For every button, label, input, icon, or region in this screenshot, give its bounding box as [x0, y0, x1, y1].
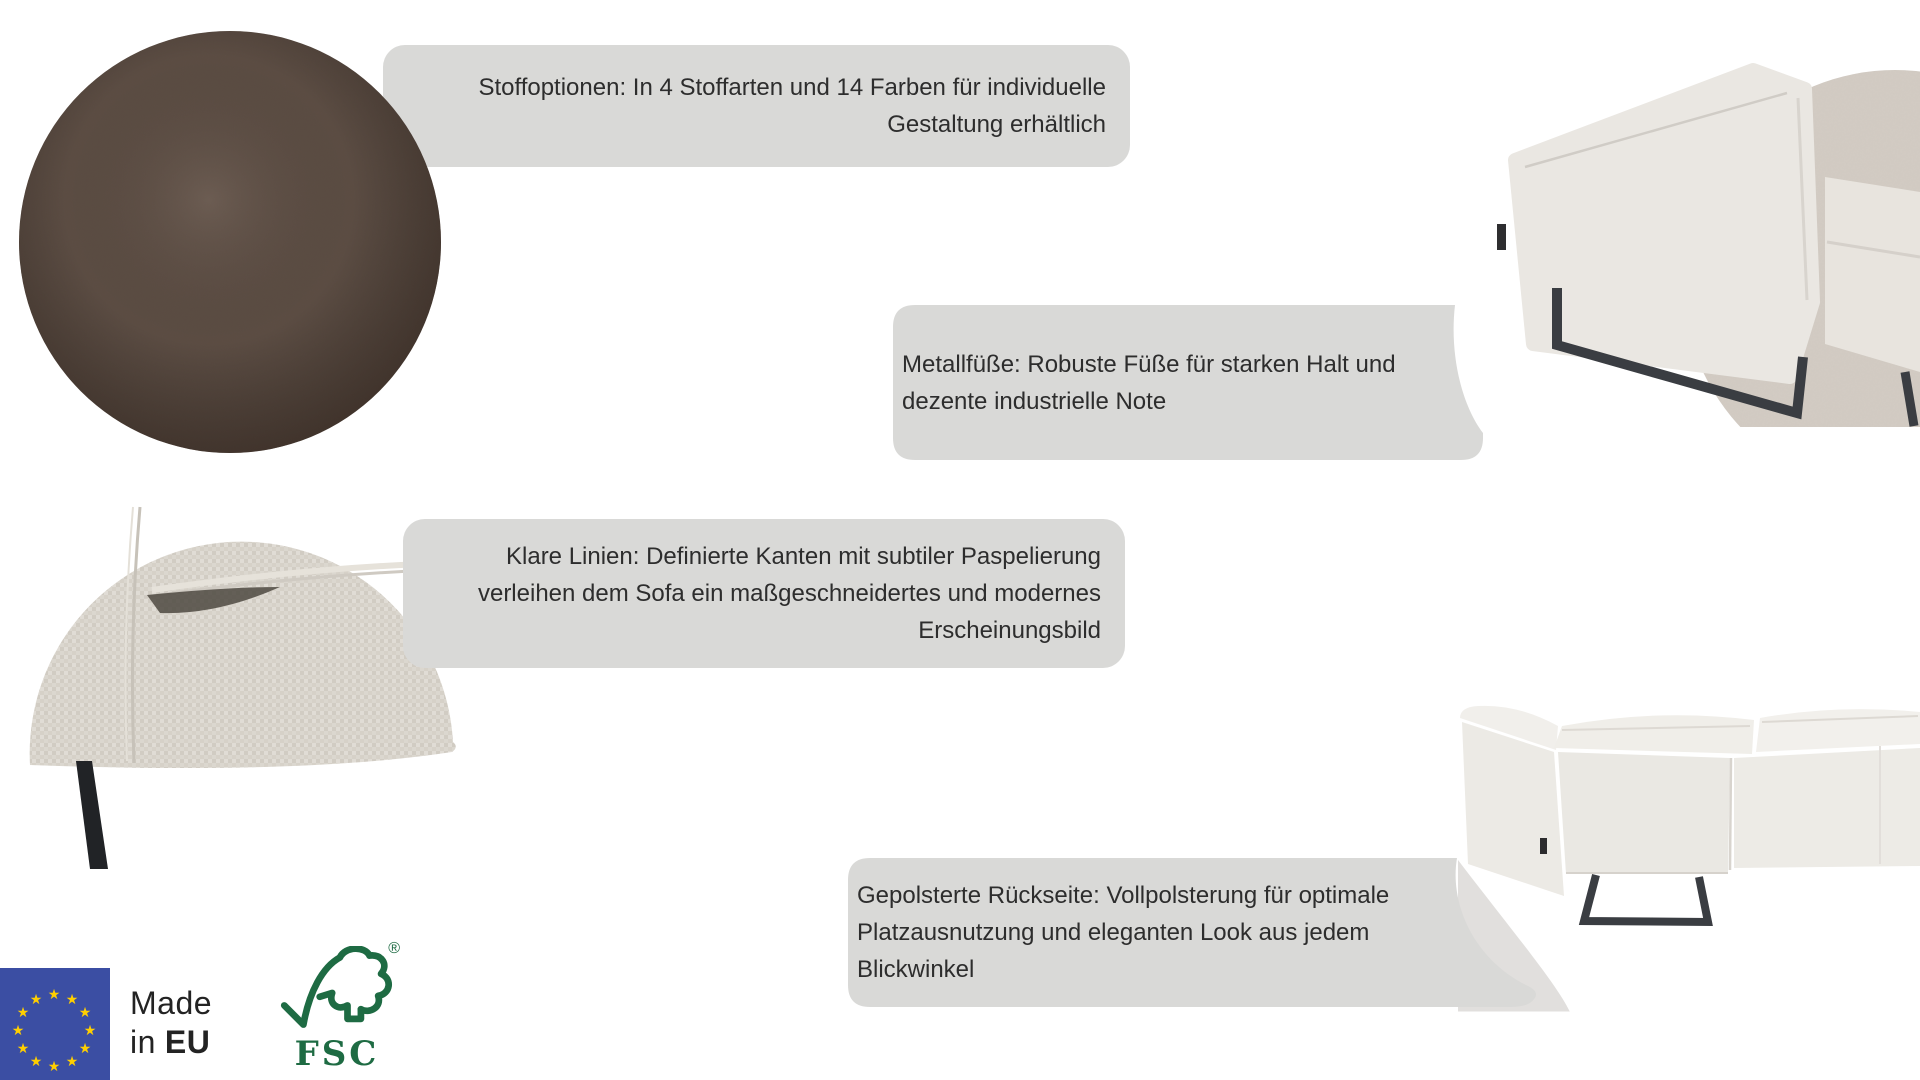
callout-padded-back [848, 858, 1548, 1007]
made-line [130, 1023, 212, 1062]
made-in-eu-text [130, 968, 212, 1080]
eu-star-icon [47, 987, 61, 1001]
fsc-label: FSC [294, 1034, 380, 1074]
sofa-armrest-side-photo [1495, 42, 1920, 427]
callout-line: Klare Linien: Definierte Kanten mit subtiler Paspelierung [506, 543, 1101, 570]
callout-line: Gestaltung erhältlich [887, 111, 1106, 138]
callout-line: Blickwinkel [857, 956, 975, 983]
eu-star-icon [78, 1005, 92, 1019]
eu-star-icon [65, 1054, 79, 1068]
fsc-tree-check-icon [272, 946, 400, 1038]
callout-line: verleihen dem Sofa ein maßgeschneidertes und modernes [477, 580, 1101, 607]
eu-star-icon [16, 1005, 30, 1019]
made-in-eu-badge [0, 968, 212, 1080]
eu-star-icon [16, 1041, 30, 1055]
sofa-corner-image [12, 495, 467, 900]
callout-line: Metallfüße: Robuste Füße für starken Halt und [902, 350, 1396, 378]
metal-leg [76, 761, 108, 869]
callout-metal-feet [893, 305, 1493, 460]
fabric-label-tag [1540, 838, 1547, 854]
sofa-corner-detail-photo [12, 495, 467, 900]
callout-line: dezente industrielle Note [902, 387, 1167, 415]
eu-flag-icon [0, 968, 110, 1080]
eu-star-icon [78, 1041, 92, 1055]
fabric-label-tag [1497, 224, 1506, 250]
callout-line: Erscheinungsbild [918, 617, 1101, 644]
eu-star-icon [29, 1054, 43, 1068]
made-line: Made [130, 985, 213, 1021]
made-in: in [130, 1024, 156, 1060]
callout-clean-lines [403, 519, 1125, 668]
metal-sled-leg [1584, 875, 1708, 922]
made-eu: EU [164, 1024, 211, 1060]
callout-fabric-options [383, 45, 1130, 167]
registered-trademark-mark: ® [388, 940, 400, 957]
eu-star-icon [29, 992, 43, 1006]
callout-line: Gepolsterte Rückseite: Vollpolsterung für optimale [857, 882, 1390, 909]
callout-line: Stoffoptionen: In 4 Stoffarten und 14 Farben für individuelle [478, 74, 1106, 101]
eu-star-icon [47, 1059, 61, 1073]
fsc-logo [272, 938, 402, 1080]
sofa-armrest-image [1495, 42, 1920, 427]
fabric-swatch-image [18, 30, 442, 454]
eu-star-icon [83, 1023, 97, 1037]
eu-star-icon [11, 1023, 25, 1037]
callout-line: Platzausnutzung und eleganten Look aus jedem [857, 919, 1370, 946]
brown-leather-fabric-swatch [18, 30, 442, 454]
eu-star-icon [65, 992, 79, 1006]
